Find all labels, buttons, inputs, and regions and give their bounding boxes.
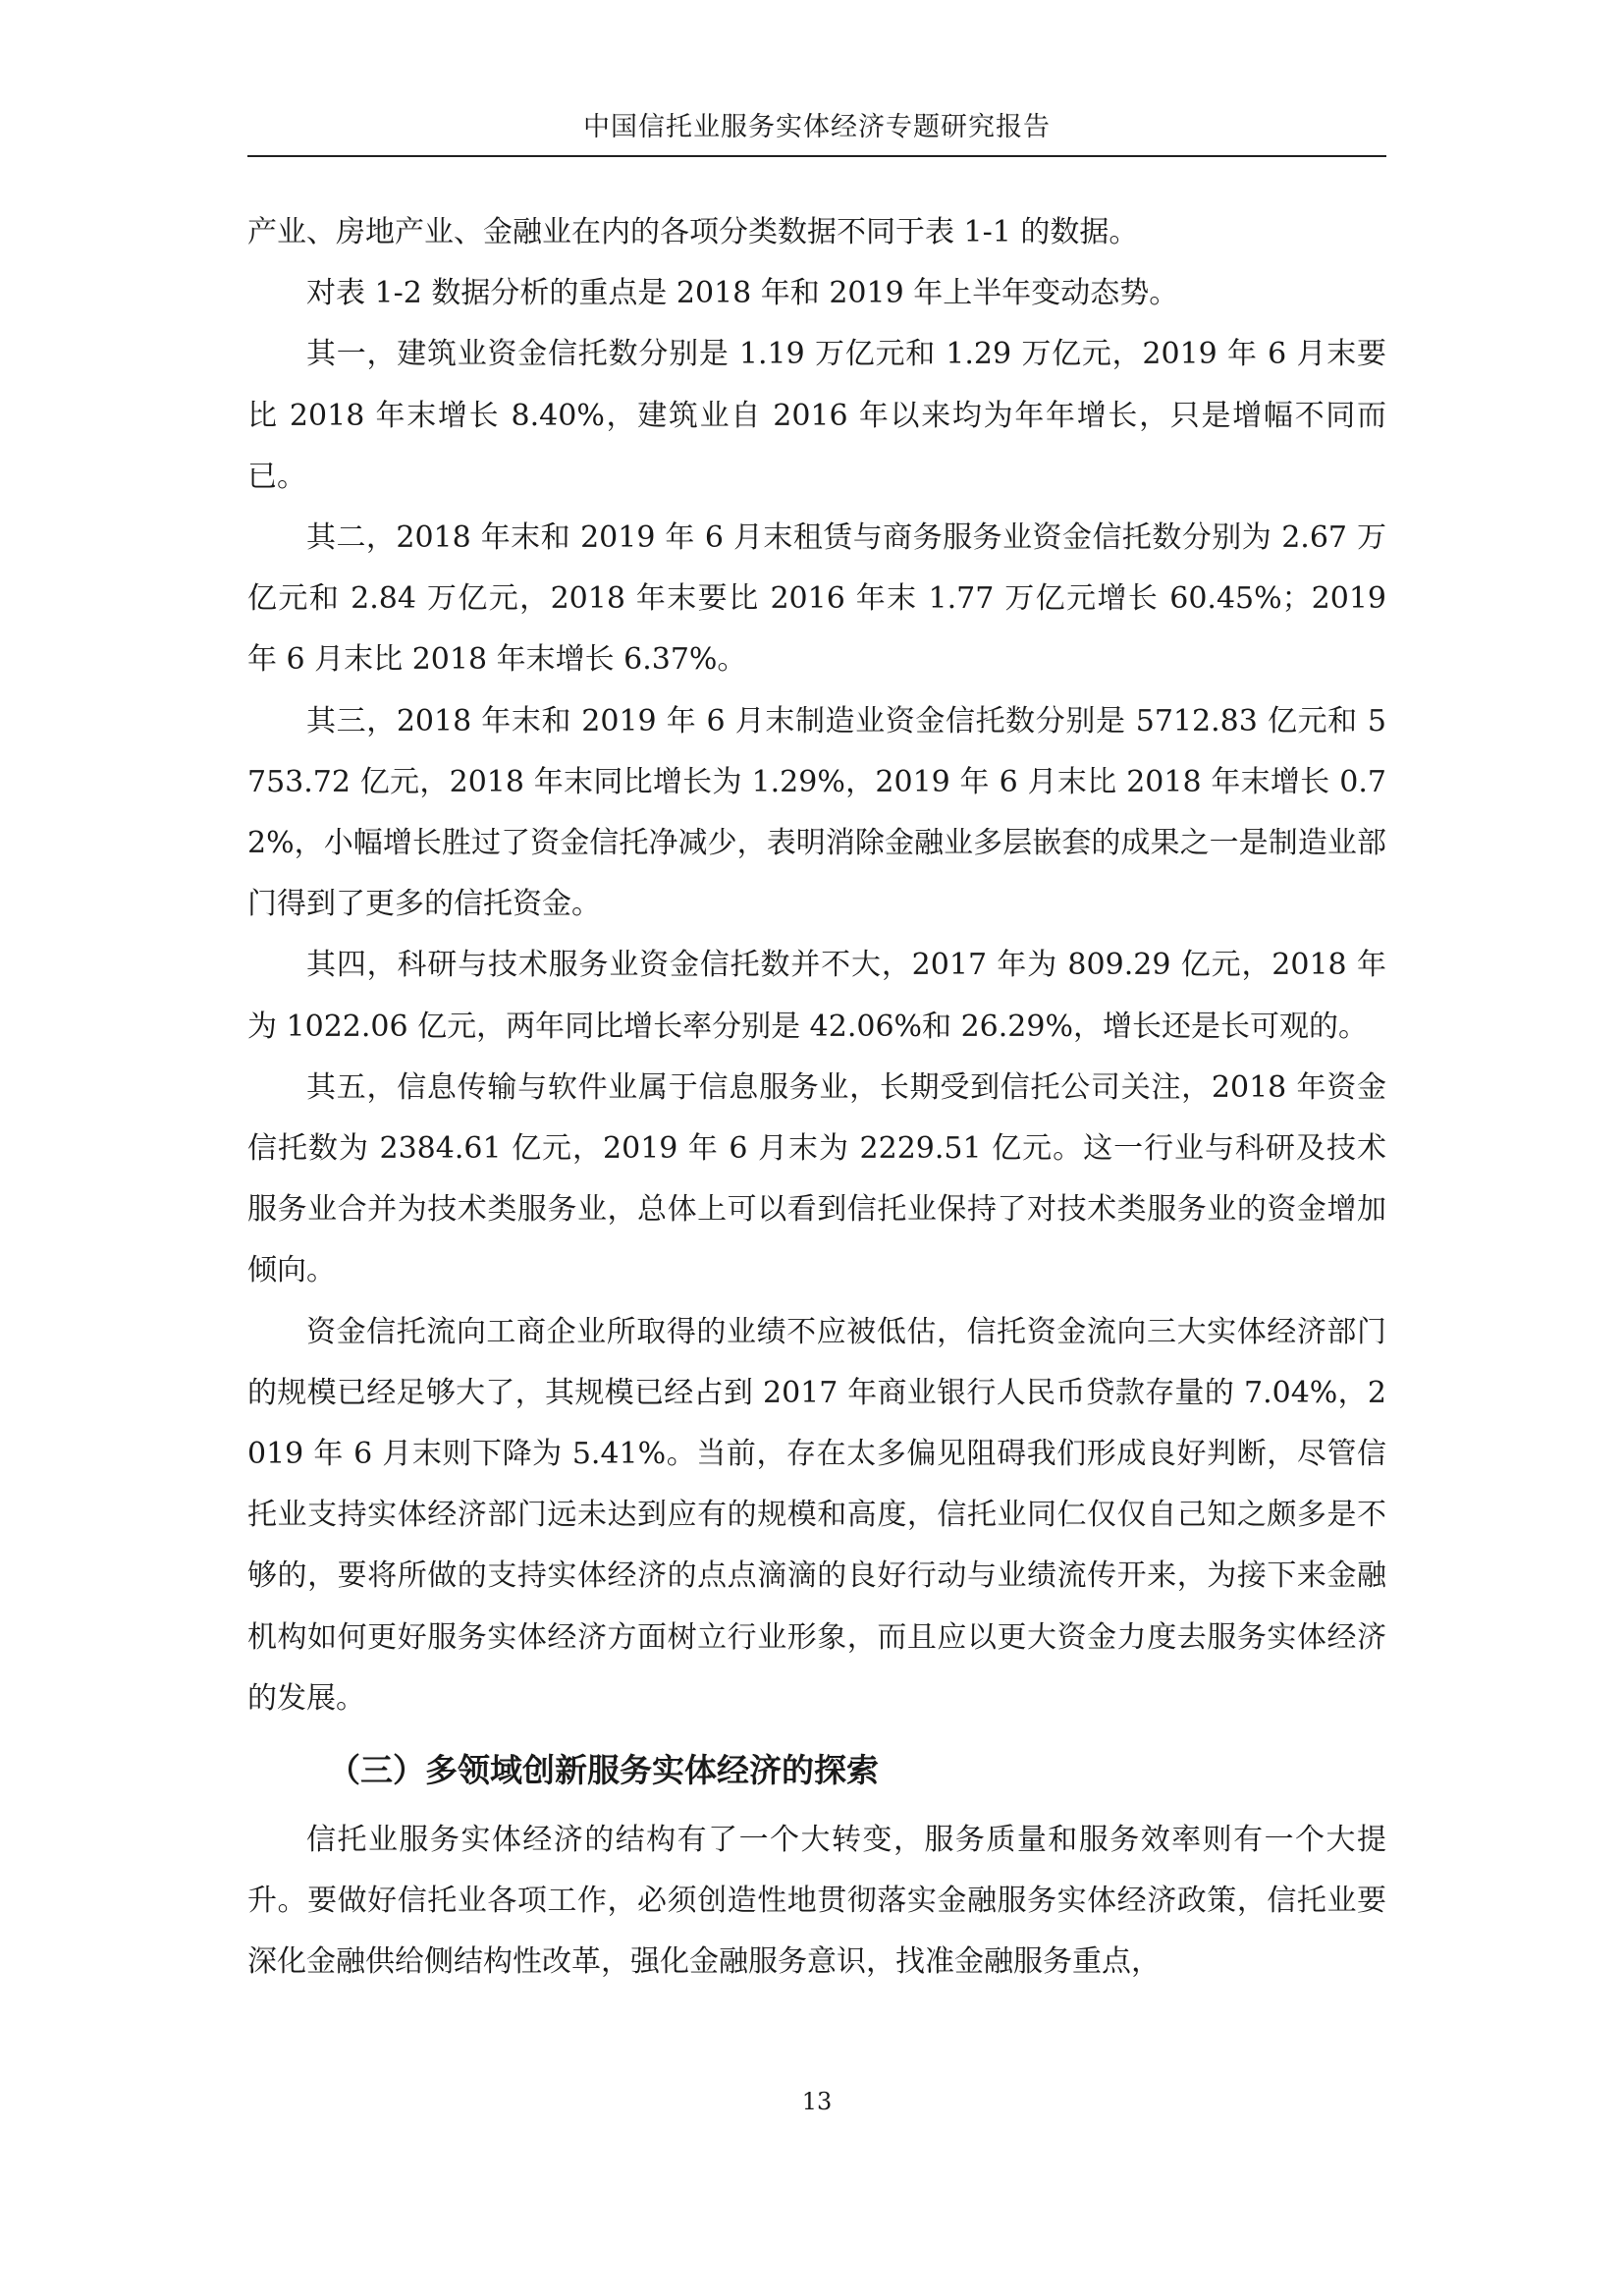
running-header: 中国信托业服务实体经济专题研究报告 [583, 112, 1051, 142]
paragraph: 产业、房地产业、金融业在内的各项分类数据不同于表 1-1 的数据。 [247, 215, 1139, 249]
section-heading: （三）多领域创新服务实体经济的探索 [328, 1751, 879, 1790]
body-text [247, 202, 1386, 1994]
paragraph: 资金信托流向工商企业所取得的业绩不应被低估，信托资金流向三大实体经济部门的规模已经足够大了，其规模已经占到 2017 年商业银行人民币贷款存量的 7.04%，2019 年 6 月末则下降为 5.41%。当前，存在太多偏见阻碍我们形成良好判断，尽管信托业支持实体经济部门远未达到应有的规模和高度，信托业同仁仅仅自己知之颇多是不够的，要将所做的支持实体经济的点点滴滴的良好行动与业绩流传开来，为接下来金融机构如何更好服务实体经济方面树立行业形象，而且应以更大资金力度去服务实体经济的发展。 [247, 1314, 1386, 1716]
header-rule [247, 155, 1386, 157]
paragraph: 信托业服务实体经济的结构有了一个大转变，服务质量和服务效率则有一个大提升。要做好信托业各项工作，必须创造性地贯彻落实金融服务实体经济政策，信托业要深化金融供给侧结构性改革，强化金融服务意识，找准金融服务重点， [247, 1823, 1386, 1980]
paragraph: 对表 1-2 数据分析的重点是 2018 年和 2019 年上半年变动态势。 [306, 276, 1179, 311]
paragraph: 其三，2018 年末和 2019 年 6 月末制造业资金信托数分别是 5712.83 亿元和 5753.72 亿元，2018 年末同比增长为 1.29%，2019 年 6 月末比 2018 年末增长 0.72%，小幅增长胜过了资金信托净减少，表明消除金融业多层嵌套的成果之一是制造业部门得到了更多的信托资金。 [247, 703, 1386, 922]
paragraph: 其四，科研与技术服务业资金信托数并不大，2017 年为 809.29 亿元，2018 年为 1022.06 亿元，两年同比增长率分别是 42.06%和 26.29%，增长还是长可观的。 [247, 948, 1386, 1044]
paragraph: 其五，信息传输与软件业属于信息服务业，长期受到信托公司关注，2018 年资金信托数为 2384.61 亿元，2019 年 6 月末为 2229.51 亿元。这一行业与科研及技术服务业合并为技术类服务业，总体上可以看到信托业保持了对技术类服务业的资金增加倾向。 [247, 1069, 1386, 1288]
paragraph: 其二，2018 年末和 2019 年 6 月末租赁与商务服务业资金信托数分别为 2.67 万亿元和 2.84 万亿元，2018 年末要比 2016 年末 1.77 万亿元增长 60.45%；2019 年 6 月末比 2018 年末增长 6.37%。 [247, 520, 1386, 678]
page-number: 13 [801, 2088, 833, 2115]
paragraph: 其一，建筑业资金信托数分别是 1.19 万亿元和 1.29 万亿元，2019 年 6 月末要比 2018 年末增长 8.40%，建筑业自 2016 年以来均为年年增长，只是增幅不同而已。 [247, 337, 1386, 494]
